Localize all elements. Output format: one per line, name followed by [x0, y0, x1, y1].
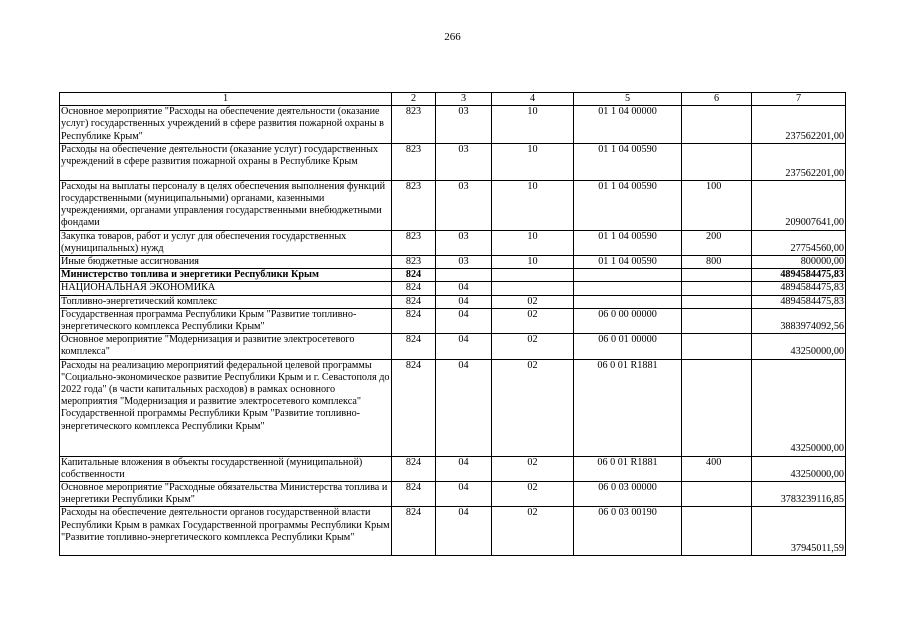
ministry-code: 824 [392, 295, 436, 308]
ministry-code: 824 [392, 269, 436, 282]
subsection-code: 02 [492, 295, 574, 308]
target-article-code [574, 269, 682, 282]
target-article-code: 01 1 04 00590 [574, 143, 682, 180]
subsection-code: 10 [492, 230, 574, 255]
subsection-code: 10 [492, 256, 574, 269]
table-row [60, 282, 846, 295]
ministry-code: 823 [392, 256, 436, 269]
budget-item-name: Капитальные вложения в объекты государственной (муниципальной) собственности [60, 456, 392, 481]
table-row [60, 269, 846, 282]
budget-item-name: Закупка товаров, работ и услуг для обеспечения государственных (муниципальных) нужд [60, 230, 392, 255]
ministry-code: 824 [392, 308, 436, 333]
table-row [60, 230, 846, 255]
table-row [60, 482, 846, 507]
budget-item-name: Министерство топлива и энергетики Республики Крым [60, 269, 392, 282]
target-article-code: 01 1 04 00590 [574, 256, 682, 269]
expense-type-code [682, 106, 752, 144]
target-article-code: 06 0 03 00190 [574, 507, 682, 556]
ministry-code: 823 [392, 143, 436, 180]
amount: 237562201,00 [752, 106, 846, 144]
ministry-code: 824 [392, 282, 436, 295]
ministry-code: 824 [392, 359, 436, 456]
column-header: 3 [436, 93, 492, 106]
target-article-code: 06 0 03 00000 [574, 482, 682, 507]
subsection-code: 10 [492, 106, 574, 144]
section-code: 03 [436, 230, 492, 255]
budget-item-name: Основное мероприятие "Расходные обязательства Министерства топлива и энергетики Республики Крым" [60, 482, 392, 507]
subsection-code [492, 282, 574, 295]
budget-item-name: Расходы на выплаты персоналу в целях обеспечения выполнения функций государственными (муниципальными) органами, казенными учреждениями, органами управления государственными внебюджетными фондами [60, 180, 392, 230]
section-code: 04 [436, 507, 492, 556]
ministry-code: 824 [392, 456, 436, 481]
table-row [60, 334, 846, 359]
ministry-code: 823 [392, 230, 436, 255]
target-article-code: 01 1 04 00590 [574, 180, 682, 230]
target-article-code: 06 0 01 R1881 [574, 456, 682, 481]
subsection-code: 02 [492, 308, 574, 333]
section-code: 03 [436, 256, 492, 269]
amount: 209007641,00 [752, 180, 846, 230]
table-row [60, 295, 846, 308]
amount: 800000,00 [752, 256, 846, 269]
target-article-code: 01 1 04 00590 [574, 230, 682, 255]
amount: 3783239116,85 [752, 482, 846, 507]
subsection-code: 10 [492, 180, 574, 230]
table-row [60, 308, 846, 333]
expense-type-code [682, 359, 752, 456]
ministry-code: 824 [392, 334, 436, 359]
table-body [60, 93, 846, 556]
expense-type-code: 800 [682, 256, 752, 269]
target-article-code: 06 0 00 00000 [574, 308, 682, 333]
table-row [60, 256, 846, 269]
section-code: 04 [436, 334, 492, 359]
column-header: 5 [574, 93, 682, 106]
page-number: 266 [444, 31, 461, 43]
column-header: 7 [752, 93, 846, 106]
section-code: 03 [436, 180, 492, 230]
amount: 27754560,00 [752, 230, 846, 255]
expense-type-code [682, 308, 752, 333]
section-code: 04 [436, 295, 492, 308]
amount: 4894584475,83 [752, 295, 846, 308]
table-row [60, 456, 846, 481]
budget-item-name: Основное мероприятие "Расходы на обеспечение деятельности (оказание услуг) государственных учреждений в сфере развития пожарной охраны в Республике Крым" [60, 106, 392, 144]
budget-item-name: Основное мероприятие "Модернизация и развитие электросетевого комплекса" [60, 334, 392, 359]
column-header: 2 [392, 93, 436, 106]
budget-item-name: Расходы на реализацию мероприятий федеральной целевой программы "Социально-экономическое развитие Республики Крым и г. Севастополя до 2022 года" (в части капитальных расходов) в рамках основного мероприятия "Модернизация и развитие электросетевого комплекса" Государственной программы Республики Крым "Развитие топливно-энергетического комплекса Республики Крым" [60, 359, 392, 456]
budget-table [59, 92, 846, 556]
budget-item-name: Государственная программа Республики Крым "Развитие топливно-энергетического комплекса Республики Крым" [60, 308, 392, 333]
section-code: 03 [436, 143, 492, 180]
section-code: 04 [436, 282, 492, 295]
budget-item-name: Топливно-энергетический комплекс [60, 295, 392, 308]
table-row [60, 180, 846, 230]
amount: 3883974092,56 [752, 308, 846, 333]
amount: 237562201,00 [752, 143, 846, 180]
target-article-code [574, 295, 682, 308]
target-article-code: 01 1 04 00000 [574, 106, 682, 144]
ministry-code: 824 [392, 482, 436, 507]
section-code: 04 [436, 456, 492, 481]
expense-type-code [682, 334, 752, 359]
subsection-code: 02 [492, 482, 574, 507]
target-article-code: 06 0 01 R1881 [574, 359, 682, 456]
subsection-code [492, 269, 574, 282]
expense-type-code: 100 [682, 180, 752, 230]
expense-type-code [682, 282, 752, 295]
table-row [60, 359, 846, 456]
column-header: 1 [60, 93, 392, 106]
budget-item-name: НАЦИОНАЛЬНАЯ ЭКОНОМИКА [60, 282, 392, 295]
section-code: 04 [436, 482, 492, 507]
column-header: 6 [682, 93, 752, 106]
amount: 43250000,00 [752, 334, 846, 359]
amount: 43250000,00 [752, 359, 846, 456]
expense-type-code [682, 507, 752, 556]
table-row [60, 143, 846, 180]
table-row [60, 507, 846, 556]
expense-type-code [682, 482, 752, 507]
expense-type-code: 200 [682, 230, 752, 255]
target-article-code [574, 282, 682, 295]
column-header-row [60, 93, 846, 106]
ministry-code: 823 [392, 180, 436, 230]
amount: 37945011,59 [752, 507, 846, 556]
ministry-code: 824 [392, 507, 436, 556]
expense-type-code [682, 143, 752, 180]
section-code: 04 [436, 308, 492, 333]
expense-type-code: 400 [682, 456, 752, 481]
section-code [436, 269, 492, 282]
column-header: 4 [492, 93, 574, 106]
subsection-code: 02 [492, 334, 574, 359]
expense-type-code [682, 269, 752, 282]
budget-item-name: Расходы на обеспечение деятельности (оказание услуг) государственных учреждений в сфере развития пожарной охраны в Республике Крым [60, 143, 392, 180]
amount: 4894584475,83 [752, 282, 846, 295]
ministry-code: 823 [392, 106, 436, 144]
subsection-code: 10 [492, 143, 574, 180]
budget-item-name: Расходы на обеспечение деятельности органов государственной власти Республики Крым в рамках Государственной программы Республики Крым "Развитие топливно-энергетического комплекса Республики Крым" [60, 507, 392, 556]
subsection-code: 02 [492, 456, 574, 481]
table-row [60, 106, 846, 144]
section-code: 03 [436, 106, 492, 144]
budget-item-name: Иные бюджетные ассигнования [60, 256, 392, 269]
subsection-code: 02 [492, 359, 574, 456]
subsection-code: 02 [492, 507, 574, 556]
expense-type-code [682, 295, 752, 308]
section-code: 04 [436, 359, 492, 456]
target-article-code: 06 0 01 00000 [574, 334, 682, 359]
amount: 43250000,00 [752, 456, 846, 481]
amount: 4894584475,83 [752, 269, 846, 282]
